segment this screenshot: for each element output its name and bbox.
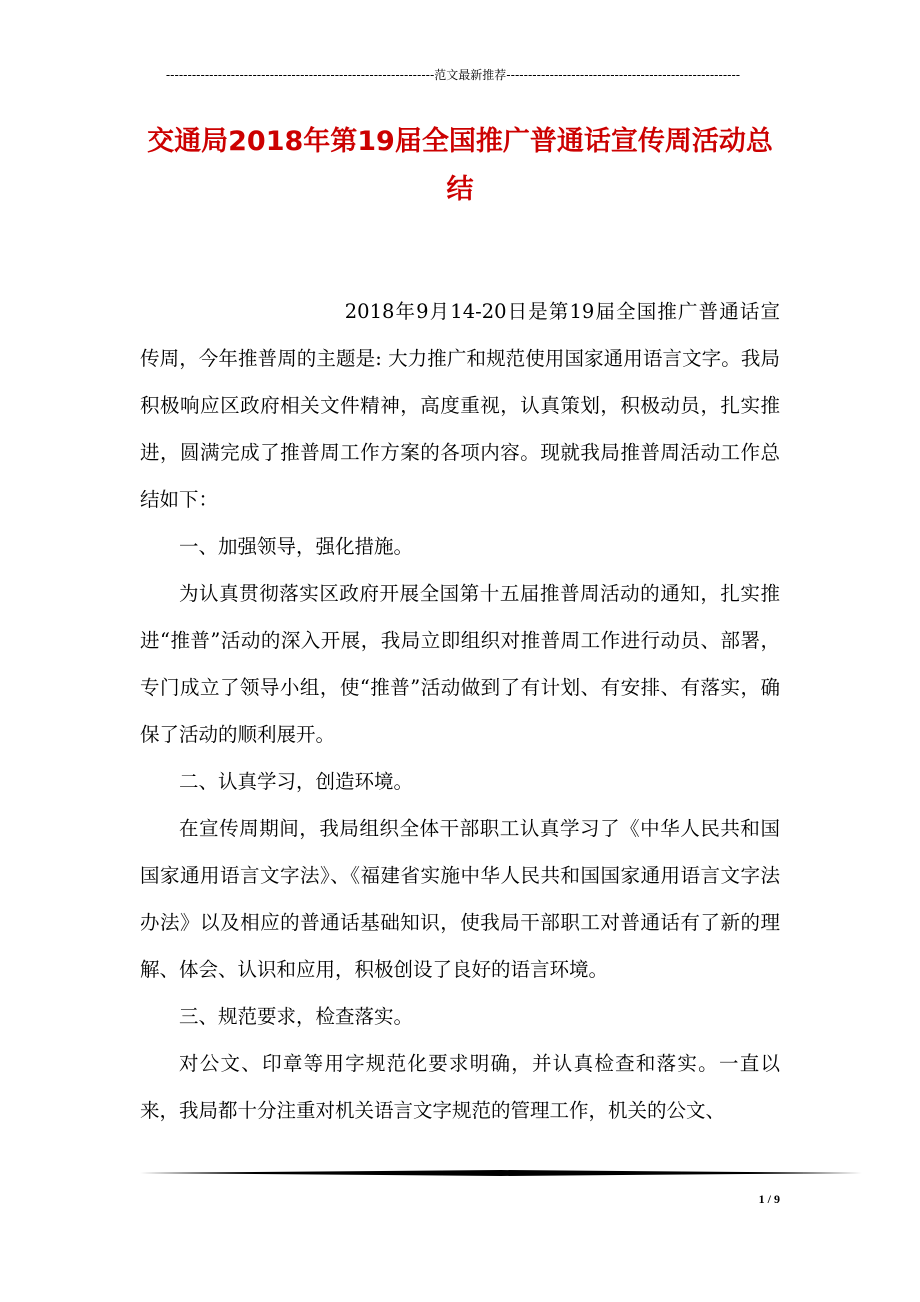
paragraph-intro: 2018年9月14-20日是第19届全国推广普通话宣传周，今年推普周的主题是: 大力推广和规范使用国家通用语言文字。我局积极响应区政府相关文件精神，高度重视，认真策划，积极动员，扎实推进，圆满完成了推普周工作方案的各项内容。现就我局推普周活动工作总结如下：: [140, 300, 780, 511]
document-body: [140, 288, 780, 1134]
section-heading-2: 二、认真学习，创造环境。: [179, 770, 414, 793]
page-number: 1 / 9: [758, 1192, 780, 1206]
paragraph-section-3: 对公文、印章等用字规范化要求明确，并认真检查和落实。一直以来，我局都十分注重对机关语言文字规范的管理工作，机关的公文、: [140, 1052, 780, 1122]
section-heading-3: 三、规范要求，检查落实。: [179, 1005, 414, 1028]
page-header: --------------------------------------------------------------范文最新推荐------------------------------------------------------: [165, 68, 741, 82]
paragraph-section-1: 为认真贯彻落实区政府开展全国第十五届推普周活动的通知，扎实推进“推普”活动的深入开展，我局立即组织对推普周工作进行动员、部署，专门成立了领导小组，使“推普”活动做到了有计划、有安排、有落实，确保了活动的顺利展开。: [140, 582, 780, 746]
document-title: 交通局2018年第19届全国推广普通话宣传周活动总结: [147, 126, 773, 205]
footer-divider: [140, 1170, 862, 1176]
paragraph-section-2: 在宣传周期间，我局组织全体干部职工认真学习了《中华人民共和国国家通用语言文字法》、《福建省实施中华人民共和国国家通用语言文字法办法》以及相应的普通话基础知识，使我局干部职工对普通话有了新的理解、体会、认识和应用，积极创设了良好的语言环境。: [140, 817, 780, 981]
section-heading-1: 一、加强领导，强化措施。: [179, 535, 414, 558]
